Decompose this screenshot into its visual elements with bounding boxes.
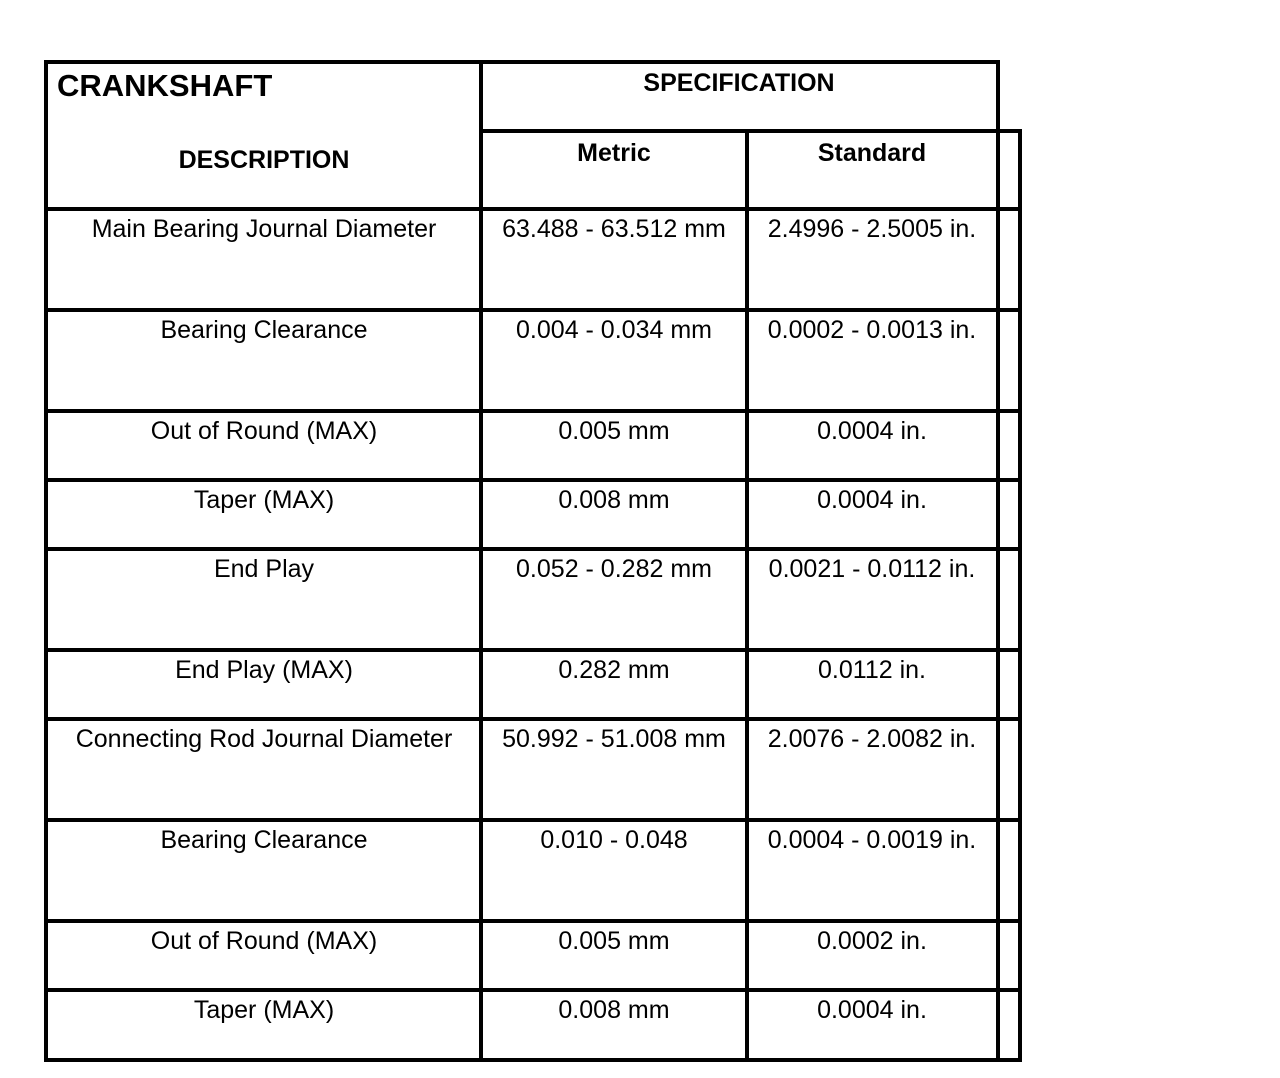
row-9-standard: 0.0002 in. — [817, 927, 927, 955]
row-2-metric: 0.004 - 0.034 mm — [516, 316, 712, 344]
row-7-metric: 50.992 - 51.008 mm — [502, 725, 726, 753]
row-2-description: Bearing Clearance — [160, 316, 368, 344]
row-8-standard: 0.0004 - 0.0019 in. — [767, 826, 977, 854]
row-7-standard: 2.0076 - 2.0082 in. — [767, 725, 977, 753]
row-4-standard: 0.0004 in. — [817, 486, 927, 514]
specification-header: SPECIFICATION — [643, 69, 835, 97]
row-10-standard: 0.0004 in. — [817, 996, 927, 1024]
row-4-description: Taper (MAX) — [193, 486, 335, 514]
row-5-standard: 0.0021 - 0.0112 in. — [768, 555, 976, 583]
row-6-metric: 0.282 mm — [558, 656, 670, 684]
row-8-description: Bearing Clearance — [160, 826, 368, 854]
row-5-metric: 0.052 - 0.282 mm — [516, 555, 712, 583]
row-10-description: Taper (MAX) — [193, 996, 335, 1024]
row-5-description: End Play — [213, 555, 315, 583]
row-9-metric: 0.005 mm — [558, 927, 670, 955]
row-1-metric: 63.488 - 63.512 mm — [502, 215, 726, 243]
row-3-description: Out of Round (MAX) — [150, 417, 378, 445]
row-4-metric: 0.008 mm — [558, 486, 670, 514]
row-1-standard: 2.4996 - 2.5005 in. — [767, 215, 977, 243]
row-1-description: Main Bearing Journal Diameter — [91, 215, 437, 243]
standard-column-header: Standard — [817, 139, 927, 167]
row-6-description: End Play (MAX) — [175, 656, 353, 684]
row-2-standard: 0.0002 - 0.0013 in. — [767, 316, 977, 344]
row-7-description: Connecting Rod Journal Diameter — [75, 725, 453, 753]
row-3-standard: 0.0004 in. — [817, 417, 927, 445]
description-column-header: DESCRIPTION — [178, 146, 350, 174]
row-9-description: Out of Round (MAX) — [150, 927, 378, 955]
row-10-metric: 0.008 mm — [558, 996, 670, 1024]
row-6-standard: 0.0112 in. — [818, 656, 926, 684]
table-title: CRANKSHAFT — [57, 68, 273, 103]
metric-column-header: Metric — [577, 139, 651, 167]
row-3-metric: 0.005 mm — [558, 417, 670, 445]
row-8-metric: 0.010 - 0.048 — [540, 826, 688, 854]
